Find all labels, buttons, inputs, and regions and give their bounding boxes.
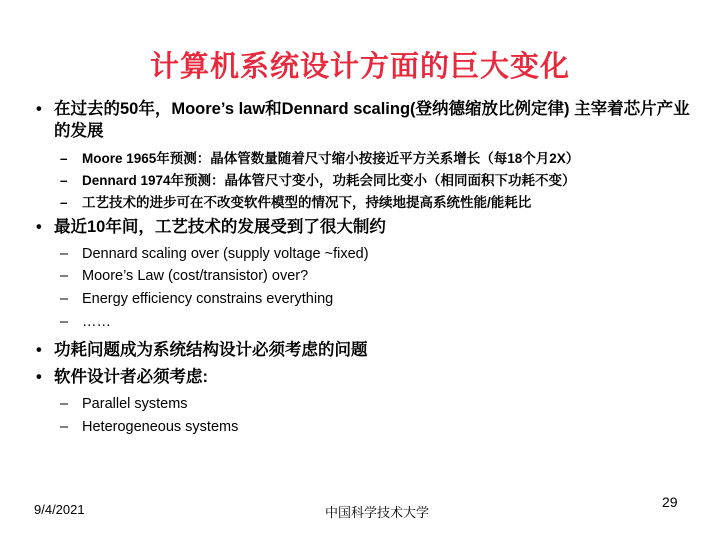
bullet-icon: • [36, 100, 42, 118]
sub-bullet-item [60, 170, 700, 192]
dash-icon: – [60, 419, 69, 435]
sub-bullet-text: …… [82, 314, 111, 330]
footer-date: 9/4/2021 [34, 502, 85, 517]
sub-bullet-text: Dennard scaling over (supply voltage ~fixed) [82, 246, 369, 262]
sub-bullet-item [60, 148, 700, 170]
bullet-item [36, 366, 696, 388]
sub-bullet-item [60, 288, 700, 310]
sub-bullet-item [60, 311, 700, 333]
sub-bullet-text: Moore 1965年预测：晶体管数量随着尺寸缩小按接近平方关系增长（每18个月2X） [82, 151, 580, 166]
sub-bullet-item [60, 416, 700, 438]
sub-bullet-text: Heterogeneous systems [82, 419, 239, 435]
dash-icon: – [60, 151, 68, 166]
bullet-icon: • [36, 218, 42, 236]
bullet-text: 在过去的50年，Moore’s law和Dennard scaling(登纳德缩放比例定律) 主宰着芯片产业的发展 [54, 100, 690, 140]
sub-bullet-text: Energy efficiency constrains everything [82, 291, 334, 307]
page-number: 29 [662, 494, 678, 510]
dash-icon: – [60, 268, 69, 284]
sub-bullet-text: Dennard 1974年预测：晶体管尺寸变小，功耗会同比变小（相同面积下功耗不变） [82, 173, 576, 188]
slide-title: 计算机系统设计方面的巨大变化 [149, 51, 570, 83]
bullet-item [36, 216, 696, 238]
sub-bullet-item [60, 393, 700, 415]
dash-icon: – [60, 314, 69, 330]
sub-bullet-text: Parallel systems [82, 396, 188, 412]
bullet-text: 最近10年间，工艺技术的发展受到了很大制约 [54, 218, 386, 236]
sub-bullet-text: 工艺技术的进步可在不改变软件模型的情况下，持续地提高系统性能/能耗比 [82, 195, 532, 210]
bullet-item [36, 339, 696, 361]
sub-bullet-item [60, 192, 700, 214]
dash-icon: – [60, 195, 68, 210]
sub-bullet-item [60, 243, 700, 265]
dash-icon: – [60, 173, 68, 188]
dash-icon: – [60, 291, 69, 307]
dash-icon: – [60, 246, 69, 262]
bullet-icon: • [36, 341, 42, 359]
bullet-item [36, 98, 696, 142]
sub-bullet-text: Moore’s Law (cost/transistor) over? [82, 268, 309, 284]
dash-icon: – [60, 396, 69, 412]
bullet-text: 软件设计者必须考虑: [54, 368, 208, 386]
bullet-icon: • [36, 368, 42, 386]
footer-organization: 中国科学技术大学 [325, 505, 430, 520]
sub-bullet-item [60, 265, 700, 287]
bullet-text: 功耗问题成为系统结构设计必须考虑的问题 [54, 341, 368, 359]
